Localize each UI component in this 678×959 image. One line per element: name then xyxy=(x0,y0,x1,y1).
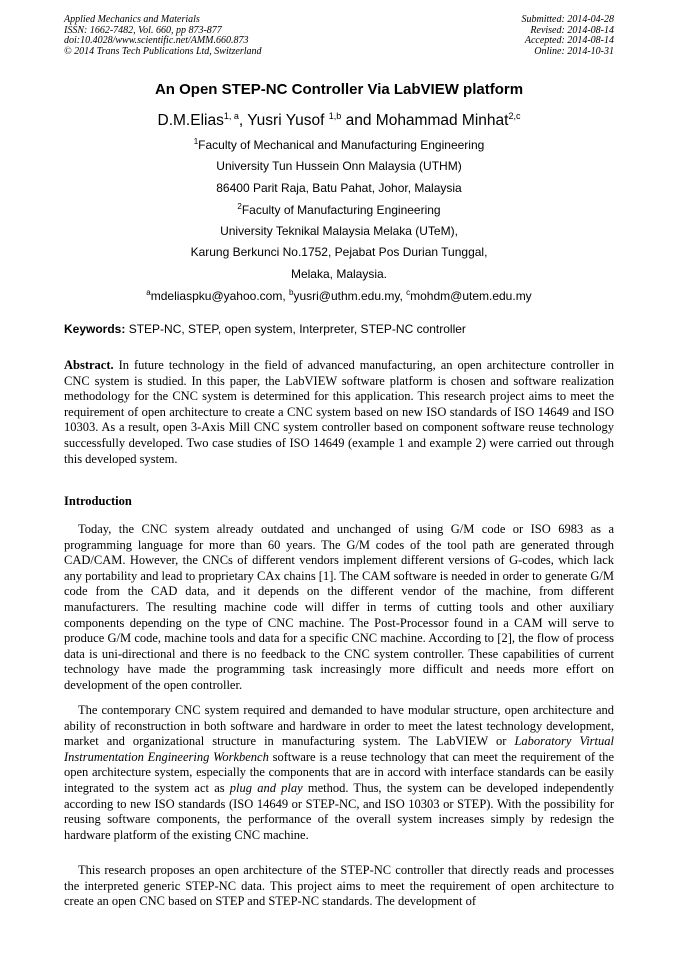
email-marker: b xyxy=(289,288,294,297)
online-date: Online: 2014-10-31 xyxy=(534,45,614,57)
affiliation-marker: 1 xyxy=(193,137,199,146)
abstract xyxy=(64,358,614,467)
affiliation-2-address: Karung Berkunci No.1752, Pejabat Pos Durian Tunggal, xyxy=(190,245,488,259)
affiliation-marker: 2 xyxy=(237,202,242,211)
affiliation-1-university: University Tun Hussein Onn Malaysia (UTHM) xyxy=(216,159,462,173)
submitted-date: Submitted: 2014-04-28 xyxy=(521,14,614,25)
email-a: mdeliaspku@yahoo.com, xyxy=(150,289,289,303)
keywords-text: STEP-NC, STEP, open system, Interpreter, STEP-NC controller xyxy=(125,322,466,336)
intro-paragraph-1: Today, the CNC system already outdated and unchanged of using G/M code or ISO 6983 as a programming language for more than 60 years. The G/M codes of the tool path are generated through CAD/CAM. However, the CNCs of different vendors implement different versions of G-codes, which lack any portability and lead to proprietary CAx chains [1]. The CAM software is needed in order to generate G/M code from the CAD data, and it depends on the different vendor of the machine, from different manufacturers. The resulting machine code will differ in terms of cutting tools and other auxiliary components depending on the type of CNC machine. The Post-Processor found in a CAM will serve to produce G/M code, machine tools and data for a specific CNC machine. According to [2], the flow of process data is uni-directional and there is no feedback to the CNC system controller. These capabilities of current technology have made the programming task increasingly more difficult and needs more effort on development of the open controller. xyxy=(64,522,614,692)
intro-paragraph-2 xyxy=(64,703,614,843)
journal-info xyxy=(64,15,262,57)
author-list xyxy=(0,111,678,130)
author-separator: , xyxy=(238,112,248,130)
intro-paragraph-3: This research proposes an open architecture of the STEP-NC controller that directly reads and processes the interpreted generic STEP-NC data. This project aims to meet the requirement of open architecture to create an open CNC based on STEP and STEP-NC standards. The development of xyxy=(64,863,614,909)
paper-title: An Open STEP-NC Controller Via LabVIEW platform xyxy=(154,81,524,98)
keywords xyxy=(64,322,624,336)
italic-term: plug and play xyxy=(229,780,303,795)
affiliation-2-city: Melaka, Malaysia. xyxy=(290,267,388,281)
italic-term: Laboratory Virtual Instrumentation Engineering Workbench xyxy=(64,734,614,764)
paragraph-text: software is a reuse technology that can meet the requirement of the open architecture system, especially the components that are in accord with interface standards can be easily integrated to the system act as xyxy=(64,749,614,795)
publication-dates xyxy=(522,15,615,57)
author-2: Yusri Yusof xyxy=(247,112,329,130)
author-separator: and xyxy=(341,112,376,130)
affiliation-2 xyxy=(0,202,678,217)
author-1-affiliation: 1, a xyxy=(223,111,239,121)
affiliation-2-university: University Teknikal Malaysia Melaka (UTeM), xyxy=(220,224,458,238)
email-c: mohdm@utem.edu.my xyxy=(410,289,532,303)
abstract-text: In future technology in the field of advanced manufacturing, an open architecture controller in CNC system is studied. In this paper, the LabVIEW software platform is chosen and software realization methodology for the CNC system is determined for this application. This research project aims to meet the requirement of open architecture to create a CNC system based on new ISO standards of ISO 14649 and ISO 10303. As a result, open 3-Axis Mill CNC system controller based on component software reuse technology successfully developed. Two case studies of ISO 14649 (example 1 and example 2) were carried out through this developed system. xyxy=(64,358,614,466)
affiliation-faculty: Faculty of Mechanical and Manufacturing Engineering xyxy=(198,138,485,152)
email-marker: c xyxy=(406,288,411,297)
abstract-label: Abstract. xyxy=(64,358,114,372)
keywords-label: Keywords: xyxy=(64,322,126,336)
revised-date: Revised: 2014-08-14 xyxy=(530,24,614,36)
email-b: yusri@uthm.edu.my, xyxy=(293,289,407,303)
journal-doi: doi:10.4028/www.scientific.net/AMM.660.873 xyxy=(64,35,249,47)
section-heading: Introduction xyxy=(64,494,132,508)
accepted-date: Accepted: 2014-08-14 xyxy=(524,35,614,47)
paragraph-text: method. Thus, the system can be developed independently according to new ISO standards (ISO 14649 or STEP-NC, and ISO 10303 or STEP). With the possibility for reusing software components, the performance of the overall system increases simply by redesign the hardware platform of the existing CNC machine. xyxy=(64,780,614,842)
affiliation-1-address: 86400 Parit Raja, Batu Pahat, Johor, Malaysia xyxy=(216,181,462,195)
author-3-affiliation: 2,c xyxy=(508,111,521,121)
author-2-affiliation: 1,b xyxy=(328,111,342,121)
journal-copyright: © 2014 Trans Tech Publications Ltd, Switzerland xyxy=(64,45,262,57)
affiliation-1 xyxy=(0,137,678,152)
paragraph-text: The contemporary CNC system required and demanded to have modular structure, open architecture and ability of reconstruction in both software and hardware in order to meet the latest technology development, market and organizational structure in manufacturing system. The LabVIEW or xyxy=(64,703,614,749)
email-marker: a xyxy=(146,288,151,297)
journal-issn: ISSN: 1662-7482, Vol. 660, pp 873-877 xyxy=(64,24,222,36)
author-1: D.M.Elias xyxy=(157,112,224,130)
affiliation-faculty: Faculty of Manufacturing Engineering xyxy=(241,203,441,217)
author-emails xyxy=(0,288,678,303)
journal-name: Applied Mechanics and Materials xyxy=(64,14,200,25)
author-3: Mohammad Minhat xyxy=(375,112,509,130)
